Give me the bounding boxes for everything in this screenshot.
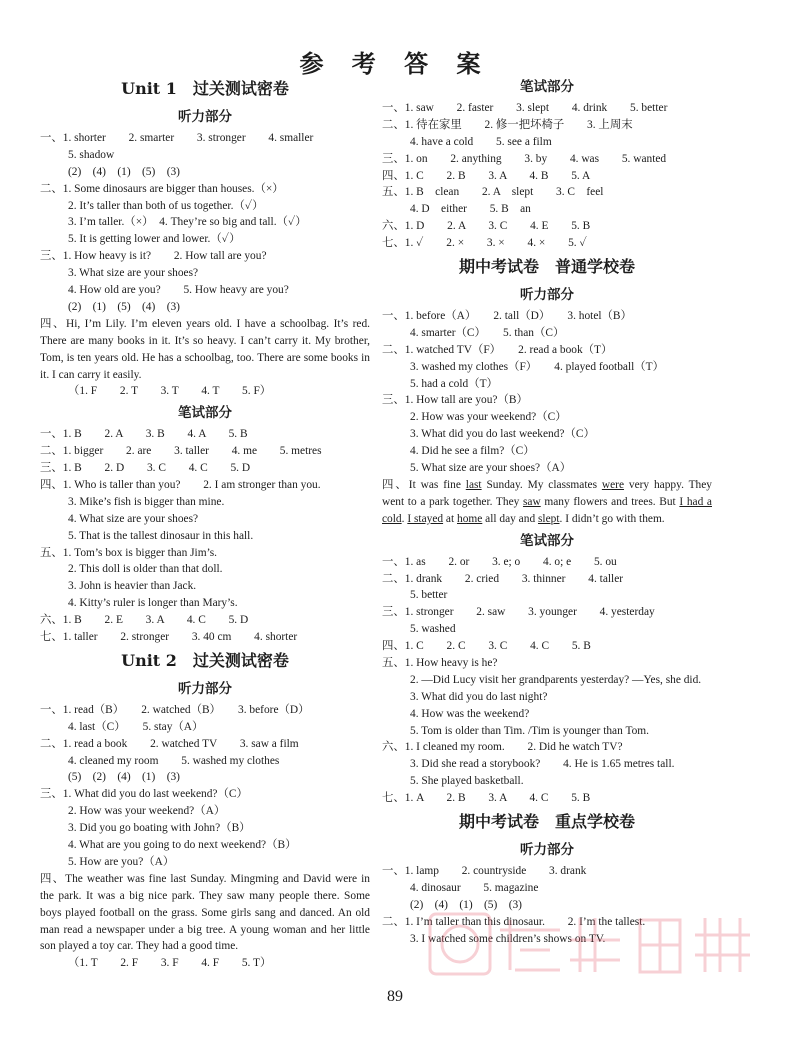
answer-line: 七、1. taller 2. stronger 3. 40 cm 4. shorter [40, 631, 298, 643]
answer-line: 4. What are you going to do next weekend?（B） [68, 839, 297, 852]
answer-line: 3. What did you do last weekend?（C） [410, 428, 595, 441]
answer-line: 3. What did you do last night? [410, 690, 548, 703]
answer-line: 一、1. read（B） 2. watched（B） 3. before（D） [40, 703, 310, 716]
answer-line: 4. smarter（C） 5. than（C） [410, 326, 565, 339]
answer-line: 4. D either 5. B an [410, 203, 531, 216]
answer-line: 5. shadow [68, 148, 115, 161]
answer-line: 七、1. ✓ 2. × 3. × 4. × 5. ✓ [382, 237, 587, 250]
answer-line: 六、1. D 2. A 3. C 4. E 5. B [382, 220, 591, 233]
answer-line: 四、1. Who is taller than you? 2. I am stronger than you. [40, 478, 321, 491]
answer-line: (2) (4) (1) (5) (3) [410, 898, 522, 911]
answer-line: 3. Did you go boating with John?（B） [68, 822, 251, 835]
unit2-listening-heading: 听力部分 [178, 680, 232, 697]
listening-transcript: 四、Hi, I’m Lily. I’m eleven years old. I have a schoolbag. It’s red. There are many books in it. It’s so heavy. I can’t carry it. My brother, Tom, is ten years old. He has a schoolbag, too. There are some books in it. I can carry it easily. [40, 317, 370, 381]
answer-line: 4. Did he see a film?（C） [410, 445, 535, 458]
answer-line: (2) (4) (1) (5) (3) [68, 165, 180, 178]
answer-line: 四、1. C 2. B 3. A 4. B 5. A [382, 169, 591, 182]
answer-line: 一、1. as 2. or 3. e; o 4. o; e 5. ou [382, 555, 617, 568]
answer-line: 5. It is getting lower and lower.（✓） [68, 233, 241, 246]
answer-line: 4. last（C） 5. stay（A） [68, 720, 204, 733]
answer-line: 一、1. lamp 2. countryside 3. drank [382, 865, 587, 877]
answer-line: 三、1. How tall are you?（B） [382, 394, 528, 407]
answer-line: 3. washed my clothes（F） 4. played football（T） [410, 360, 665, 373]
answer-line: 3. What size are your shoes? [68, 267, 199, 280]
answer-line: 4. How old are you? 5. How heavy are you? [68, 284, 289, 297]
midterm-regular-listening-heading: 听力部分 [520, 287, 574, 304]
answer-line: 三、1. B 2. D 3. C 4. C 5. D [40, 462, 251, 475]
answer-line: 一、1. saw 2. faster 3. slept 4. drink 5. better [382, 102, 668, 114]
answer-line: 3. I watched some children’s shows on TV. [410, 932, 606, 945]
answer-line: 4. Kitty’s ruler is longer than Mary’s. [68, 597, 238, 610]
answer-line: 四、1. C 2. C 3. C 4. C 5. B [382, 640, 591, 653]
answer-line: 2. —Did Lucy visit her grandparents yesterday? —Yes, she did. [410, 673, 702, 686]
answer-line: 二、1. 待在家里 2. 修一把坏椅子 3. 上周末 [382, 118, 633, 131]
answer-line: 七、1. A 2. B 3. A 4. C 5. B [382, 792, 591, 805]
answer-line: 二、1. watched TV（F） 2. read a book（T） [382, 343, 613, 356]
unit1-written-heading: 笔试部分 [178, 405, 232, 422]
answer-line: 二、1. drank 2. cried 3. thinner 4. taller [382, 572, 624, 585]
answer-line: 5. That is the tallest dinosaur in this hall. [68, 529, 254, 542]
unit2-title: Unit 2 过关测试密卷 [121, 650, 289, 670]
answer-line: (2) (1) (5) (4) (3) [68, 300, 180, 313]
unit1-title: Unit 1 过关测试密卷 [121, 79, 289, 98]
midterm-key-school-listening-heading: 听力部分 [520, 842, 574, 858]
answer-line: 五、1. How heavy is he? [382, 656, 498, 669]
answer-line: 六、1. B 2. E 3. A 4. C 5. D [40, 614, 249, 627]
midterm-regular-written-heading: 笔试部分 [520, 532, 574, 549]
answer-line: 5. Tom is older than Tim. /Tim is younger than Tom. [410, 724, 650, 737]
answer-line: 5. better [410, 589, 448, 602]
answer-line: 二、1. bigger 2. are 3. taller 4. me 5. metres [40, 445, 322, 458]
answer-line: 3. John is heavier than Jack. [68, 580, 197, 593]
listening-transcript: 四、The weather was fine last Sunday. Mingming and David were in the park. It was a big nice park. They saw many people there. Some boys played football on the grass. Some girls sang and danced. An old man read a newspaper under a big tree. A young woman and her little son played a toy car. They had a good time. [40, 872, 370, 953]
answer-line: 4. dinosaur 5. magazine [410, 881, 539, 894]
answer-line: 5. washed [410, 623, 456, 636]
answer-line: 2. How was your weekend?（C） [410, 411, 567, 424]
answer-line: 五、1. Tom’s box is bigger than Jim’s. [40, 546, 218, 559]
answer-line: 二、1. I’m taller than this dinosaur. 2. I’m the tallest. [382, 915, 646, 928]
answer-line: 4. What size are your shoes? [68, 512, 199, 525]
answer-line: 二、1. Some dinosaurs are bigger than houses.（×） [40, 182, 284, 195]
answer-line: 2. This doll is older than that doll. [68, 563, 223, 576]
midterm-key-school-title: 期中考试卷 重点学校卷 [458, 812, 635, 831]
answer-line: （1. T 2. F 3. F 4. F 5. T） [68, 957, 272, 970]
answer-line: 五、1. B clean 2. A slept 3. C feel [382, 186, 604, 199]
answer-line: 一、1. shorter 2. smarter 3. stronger 4. smaller [40, 132, 314, 144]
midterm-regular-title: 期中考试卷 普通学校卷 [458, 257, 635, 277]
answer-line: 5. How are you?（A） [68, 855, 175, 868]
answer-line: 5. What size are your shoes?（A） [410, 462, 572, 475]
answer-line: 三、1. What did you do last weekend?（C） [40, 788, 248, 801]
answer-line: 5. had a cold（T） [410, 377, 498, 390]
answer-line: 3. I’m taller.（×） 4. They’re so big and tall.（✓） [68, 216, 307, 229]
answer-line: (5) (2) (4) (1) (3) [68, 771, 180, 784]
listening-transcript: 四、It was fine last Sunday. My classmates were very happy. They went to a park together. They saw many flowers and trees. But I had a cold. I stayed at home all day and slept. I didn’t go with them. [382, 478, 712, 525]
answer-line: 4. cleaned my room 5. washed my clothes [68, 754, 280, 767]
answer-line: 3. Did she read a storybook? 4. He is 1.65 metres tall. [410, 758, 675, 771]
answer-line: 5. She played basketball. [410, 775, 524, 788]
answer-line: 4. have a cold 5. see a film [410, 135, 552, 148]
unit1-listening-heading: 听力部分 [178, 109, 232, 125]
answer-line: 六、1. I cleaned my room. 2. Did he watch TV? [382, 741, 623, 754]
answer-line: 二、1. read a book 2. watched TV 3. saw a film [40, 737, 299, 750]
page-number: 89 [387, 988, 403, 1005]
answer-line: 3. Mike’s fish is bigger than mine. [68, 495, 225, 508]
answer-line: 三、1. on 2. anything 3. by 4. was 5. wanted [382, 152, 667, 165]
answer-line: 三、1. How heavy is it? 2. How tall are you? [40, 250, 267, 263]
unit2-written-heading: 笔试部分 [520, 79, 574, 95]
right-column [382, 74, 712, 947]
answer-line: 三、1. stronger 2. saw 3. younger 4. yesterday [382, 606, 655, 619]
answer-line: （1. F 2. T 3. T 4. T 5. F） [68, 385, 272, 398]
answer-line: 4. How was the weekend? [410, 707, 530, 720]
page-title: 参 考 答 案 [299, 49, 491, 78]
answer-line: 一、1. B 2. A 3. B 4. A 5. B [40, 428, 248, 441]
left-column [40, 74, 370, 972]
answer-line: 2. It’s taller than both of us together.（✓） [68, 199, 264, 212]
answer-line: 一、1. before（A） 2. tall（D） 3. hotel（B） [382, 310, 632, 323]
answer-line: 2. How was your weekend?（A） [68, 805, 226, 818]
